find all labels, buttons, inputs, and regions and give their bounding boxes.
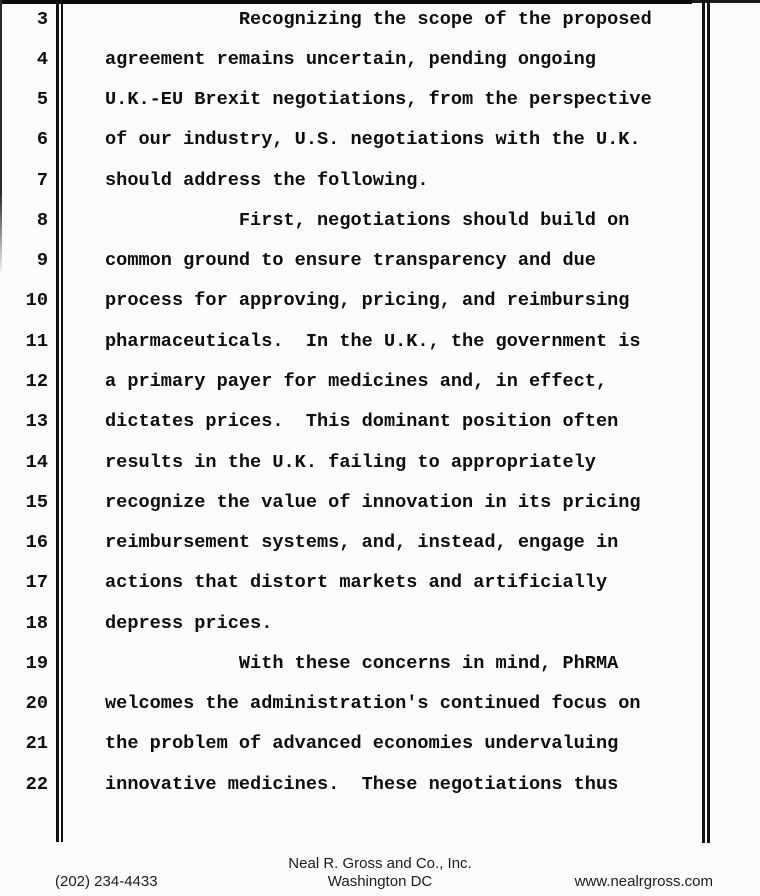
line-number: 22 bbox=[25, 773, 48, 795]
line-number: 14 bbox=[25, 451, 48, 473]
transcript-line bbox=[0, 0, 760, 39]
line-number: 4 bbox=[36, 48, 48, 70]
transcript-line bbox=[0, 200, 760, 240]
line-number: 12 bbox=[25, 371, 48, 393]
line-number: 3 bbox=[36, 8, 48, 30]
line-number: 5 bbox=[36, 89, 48, 111]
reporter-footer bbox=[0, 855, 760, 891]
transcript-line bbox=[0, 160, 760, 200]
transcript-line bbox=[0, 281, 760, 321]
line-text: depress prices. bbox=[105, 612, 273, 634]
footer-contact-row bbox=[0, 873, 760, 891]
line-text: process for approving, pricing, and reimbursing bbox=[105, 290, 630, 312]
line-text: of our industry, U.S. negotiations with the U.K. bbox=[105, 129, 641, 151]
line-number: 6 bbox=[36, 129, 48, 151]
transcript-line bbox=[0, 361, 760, 401]
line-text: should address the following. bbox=[105, 169, 429, 191]
line-number: 10 bbox=[25, 290, 48, 312]
transcript-line bbox=[0, 442, 760, 482]
transcript-line bbox=[0, 684, 760, 724]
transcript-line bbox=[0, 643, 760, 683]
line-text: With these concerns in mind, PhRMA bbox=[105, 652, 619, 674]
footer-phone-number: (202) 234-4433 bbox=[55, 873, 158, 890]
line-text: recognize the value of innovation in its pricing bbox=[105, 491, 641, 513]
line-number: 11 bbox=[25, 330, 48, 352]
transcript-line bbox=[0, 482, 760, 522]
footer-website-url: www.nealrgross.com bbox=[574, 873, 713, 890]
line-text: welcomes the administration's continued focus on bbox=[105, 693, 641, 715]
line-number: 21 bbox=[25, 733, 48, 755]
line-text: innovative medicines. These negotiations thus bbox=[105, 773, 619, 795]
line-text: pharmaceuticals. In the U.K., the government is bbox=[105, 330, 641, 352]
line-text: results in the U.K. failing to appropriately bbox=[105, 451, 596, 473]
line-number: 20 bbox=[25, 693, 48, 715]
transcript-line bbox=[0, 321, 760, 361]
transcript-line bbox=[0, 603, 760, 643]
line-number: 15 bbox=[25, 491, 48, 513]
transcript-line bbox=[0, 724, 760, 764]
transcript-line bbox=[0, 39, 760, 79]
line-number: 17 bbox=[25, 572, 48, 594]
line-number: 18 bbox=[25, 612, 48, 634]
transcript-line bbox=[0, 80, 760, 120]
line-text: actions that distort markets and artificially bbox=[105, 572, 608, 594]
line-text: reimbursement systems, and, instead, engage in bbox=[105, 532, 619, 554]
transcript-line bbox=[0, 402, 760, 442]
line-text: the problem of advanced economies undervaluing bbox=[105, 733, 619, 755]
line-number: 8 bbox=[36, 209, 48, 231]
line-text: agreement remains uncertain, pending ongoing bbox=[105, 48, 596, 70]
line-number: 7 bbox=[36, 169, 48, 191]
transcript-line bbox=[0, 563, 760, 603]
transcript-line bbox=[0, 120, 760, 160]
line-number: 9 bbox=[36, 250, 48, 272]
line-number: 16 bbox=[25, 532, 48, 554]
footer-company-name: Neal R. Gross and Co., Inc. bbox=[288, 855, 472, 872]
transcript-line bbox=[0, 764, 760, 804]
line-number: 13 bbox=[25, 411, 48, 433]
line-text: common ground to ensure transparency and due bbox=[105, 250, 596, 272]
line-text: a primary payer for medicines and, in effect, bbox=[105, 371, 608, 393]
line-text: dictates prices. This dominant position often bbox=[105, 411, 619, 433]
line-text: Recognizing the scope of the proposed bbox=[105, 8, 652, 30]
line-text: First, negotiations should build on bbox=[105, 209, 630, 231]
transcript-line bbox=[0, 241, 760, 281]
line-text: U.K.-EU Brexit negotiations, from the perspective bbox=[105, 89, 652, 111]
line-number: 19 bbox=[25, 652, 48, 674]
footer-city: Washington DC bbox=[327, 873, 433, 890]
transcript-line bbox=[0, 522, 760, 562]
